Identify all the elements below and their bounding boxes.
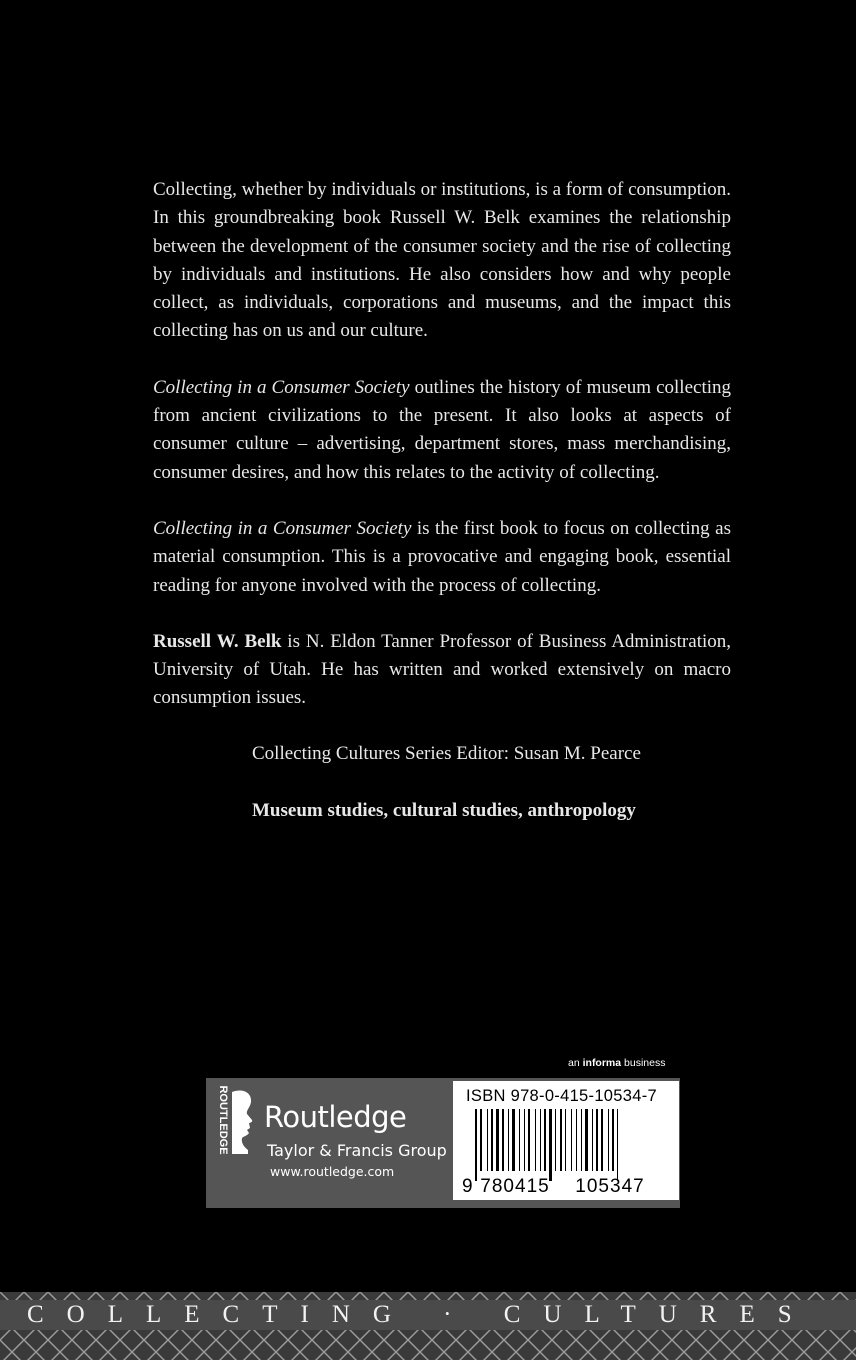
back-cover-blurb bbox=[153, 176, 731, 741]
barcode-bar bbox=[585, 1109, 588, 1171]
barcode-bar bbox=[544, 1109, 546, 1171]
subject-categories: Museum studies, cultural studies, anthropology bbox=[252, 800, 636, 821]
barcode-digits-right: 105347 bbox=[575, 1176, 645, 1197]
publisher-url: www.routledge.com bbox=[270, 1164, 395, 1179]
barcode-bar bbox=[519, 1109, 520, 1171]
logo-wordmark: ROUTLEDGE bbox=[217, 1085, 229, 1155]
routledge-logo-icon bbox=[206, 1080, 262, 1168]
series-editor-line: Collecting Cultures Series Editor: Susan M. Pearce bbox=[252, 743, 641, 764]
barcode-bar bbox=[560, 1109, 562, 1171]
barcode-bar bbox=[491, 1109, 493, 1171]
barcode-bar bbox=[540, 1109, 541, 1171]
barcode-bar bbox=[576, 1109, 577, 1171]
barcode-bar bbox=[601, 1109, 603, 1171]
barcode-bar bbox=[581, 1109, 582, 1171]
barcode-bar bbox=[535, 1109, 536, 1171]
blurb-paragraph-1: Collecting, whether by individuals or institutions, is a form of consumption. In this groundbreaking book Russell W. Belk examines the relationship between the development of the consumer society and the rise of collecting by individuals and institutions. He also considers how and why people collect, as individuals, corporations and museums, and the impact this collecting has on us and our culture. bbox=[153, 179, 731, 342]
barcode-bar bbox=[592, 1109, 593, 1171]
barcode-bar bbox=[528, 1109, 530, 1171]
barcode-bar bbox=[571, 1109, 572, 1171]
isbn-label: ISBN 978-0-415-10534-7 bbox=[466, 1087, 657, 1105]
author-bio: Russell W. Belk is N. Eldon Tanner Professor of Business Administration, University of Utah. He has written and worked extensively on macro consumption issues. bbox=[153, 630, 731, 709]
band-label-strip bbox=[0, 1300, 856, 1330]
barcode-bar bbox=[508, 1109, 509, 1171]
barcode-bar bbox=[496, 1109, 499, 1171]
barcode-bar bbox=[480, 1109, 482, 1171]
barcode-bar bbox=[487, 1109, 488, 1171]
publisher-name: Routledge bbox=[264, 1100, 407, 1134]
barcode-graphic bbox=[453, 1081, 679, 1200]
barcode-bar bbox=[612, 1109, 614, 1171]
series-title: COLLECTING · CULTURES bbox=[27, 1301, 815, 1328]
barcode-digits-left: 780415 bbox=[480, 1176, 550, 1197]
book-title: Collecting in a Consumer Society bbox=[153, 517, 412, 539]
book-title: Collecting in a Consumer Society bbox=[153, 376, 410, 398]
barcode-bar bbox=[524, 1109, 525, 1171]
author-name: Russell W. Belk bbox=[153, 630, 282, 652]
barcode-bar bbox=[565, 1109, 566, 1171]
barcode-bar bbox=[617, 1109, 618, 1181]
blurb-paragraph-3: Collecting in a Consumer Society is the first book to focus on collecting as material consumption. This is a provocative and engaging book, essential reading for anyone involved with the process of collecting. bbox=[153, 517, 732, 596]
barcode-bar bbox=[608, 1109, 609, 1171]
barcode-bar bbox=[512, 1109, 515, 1171]
publisher-group: Taylor & Francis Group bbox=[267, 1141, 447, 1160]
barcode-bars bbox=[475, 1109, 618, 1181]
blurb-paragraph-2: Collecting in a Consumer Society outlines the history of museum collecting from ancient civilizations to the present. It also looks at aspects of consumer culture – advertising, department stores, mass merchandising, consumer desires, and how this relates to the activity of collecting. bbox=[153, 376, 731, 483]
barcode-bar bbox=[502, 1109, 504, 1171]
informa-tagline: an informa business bbox=[568, 1057, 666, 1069]
barcode-bar bbox=[555, 1109, 556, 1171]
barcode-digit-first: 9 bbox=[462, 1176, 473, 1197]
barcode-bar bbox=[596, 1109, 598, 1171]
barcode-bar bbox=[475, 1109, 477, 1181]
series-band bbox=[0, 1292, 856, 1360]
publisher-panel bbox=[206, 1078, 680, 1208]
isbn-barcode bbox=[453, 1081, 679, 1200]
profile-head-shape bbox=[232, 1090, 252, 1154]
barcode-bar bbox=[549, 1109, 552, 1181]
